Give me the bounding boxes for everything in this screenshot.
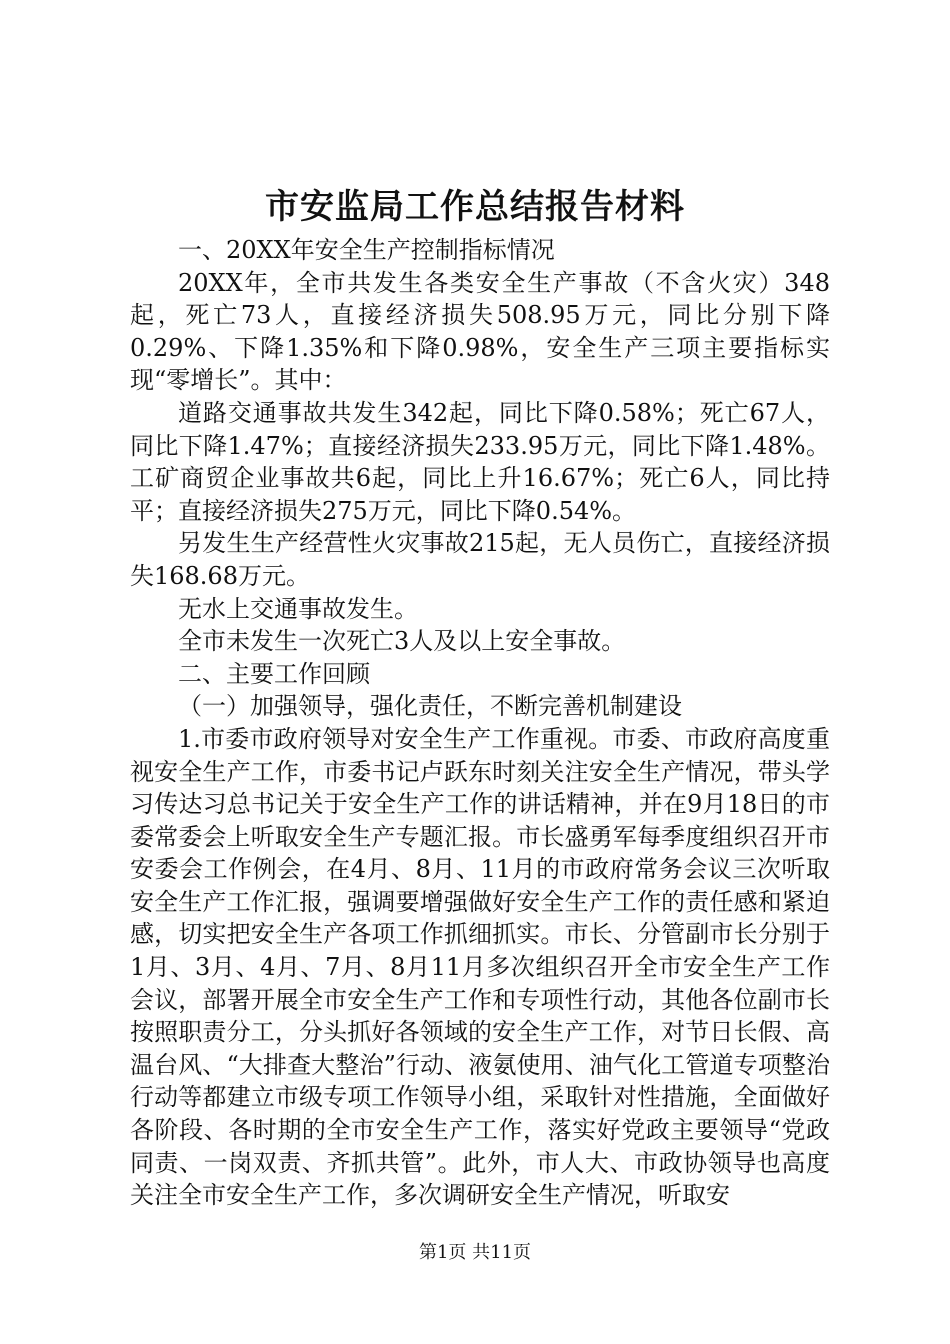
paragraph-leadership: 1.市委市政府领导对安全生产工作重视。市委、市政府高度重视安全生产工作，市委书记卢跃东时刻关注安全生产情况，带头学习传达习总书记关于安全生产工作的讲话精神，并在9月18日的市委常委会上听取安全生产专题汇报。市长盛勇军每季度组织召开市安委会工作例会，在4月、8月、11月的市政府常务会议三次听取安全生产工作汇报，强调要增强做好安全生产工作的责任感和紧迫感，切实把安全生产各项工作抓细抓实。市长、分管副市长分别于1月、3月、4月、7月、8月11月多次组织召开全市安全生产工作会议，部署开展全市安全生产工作和专项性行动，其他各位副市长按照职责分工，分头抓好各领域的安全生产工作，对节日长假、高温台风、“大排查大整治”行动、液氨使用、油气化工管道专项整治行动等都建立市级专项工作领导小组，采取针对性措施，全面做好各阶段、各时期的全市安全生产工作，落实好党政主要领导“党政同责、一岗双责、齐抓共管”。此外，市人大、市政协领导也高度关注全市安全生产工作，多次调研安全生产情况，听取安 — [130, 724, 830, 1210]
paragraph-road-industry: 道路交通事故共发生342起，同比下降0.58%；死亡67人，同比下降1.47%；直接经济损失233.95万元，同比下降1.48%。工矿商贸企业事故共6起，同比上升16.67%；死亡6人，同比持平；直接经济损失275万元，同比下降0.54%。 — [130, 398, 830, 525]
page-number: 第1页 共11页 — [418, 1242, 532, 1263]
subsection-heading-1: （一）加强领导，强化责任，不断完善机制建设 — [178, 692, 682, 721]
paragraph-summary: 20XX年，全市共发生各类安全生产事故（不含火灾）348起，死亡73人，直接经济损失508.95万元，同比分别下降0.29%、下降1.35%和下降0.98%，安全生产三项主要指标实现“零增长”。其中： — [130, 268, 830, 395]
paragraph-fire: 另发生生产经营性火灾事故215起，无人员伤亡，直接经济损失168.68万元。 — [130, 529, 830, 590]
section-heading-2: 二、主要工作回顾 — [178, 659, 370, 688]
paragraph-water-traffic: 无水上交通事故发生。 — [178, 594, 418, 623]
document-title: 市安监局工作总结报告材料 — [265, 187, 685, 227]
section-heading-1: 一、20XX年安全生产控制指标情况 — [178, 236, 555, 264]
document-body — [130, 234, 830, 1212]
paragraph-major-accidents: 全市未发生一次死亡3人及以上安全事故。 — [178, 627, 626, 656]
